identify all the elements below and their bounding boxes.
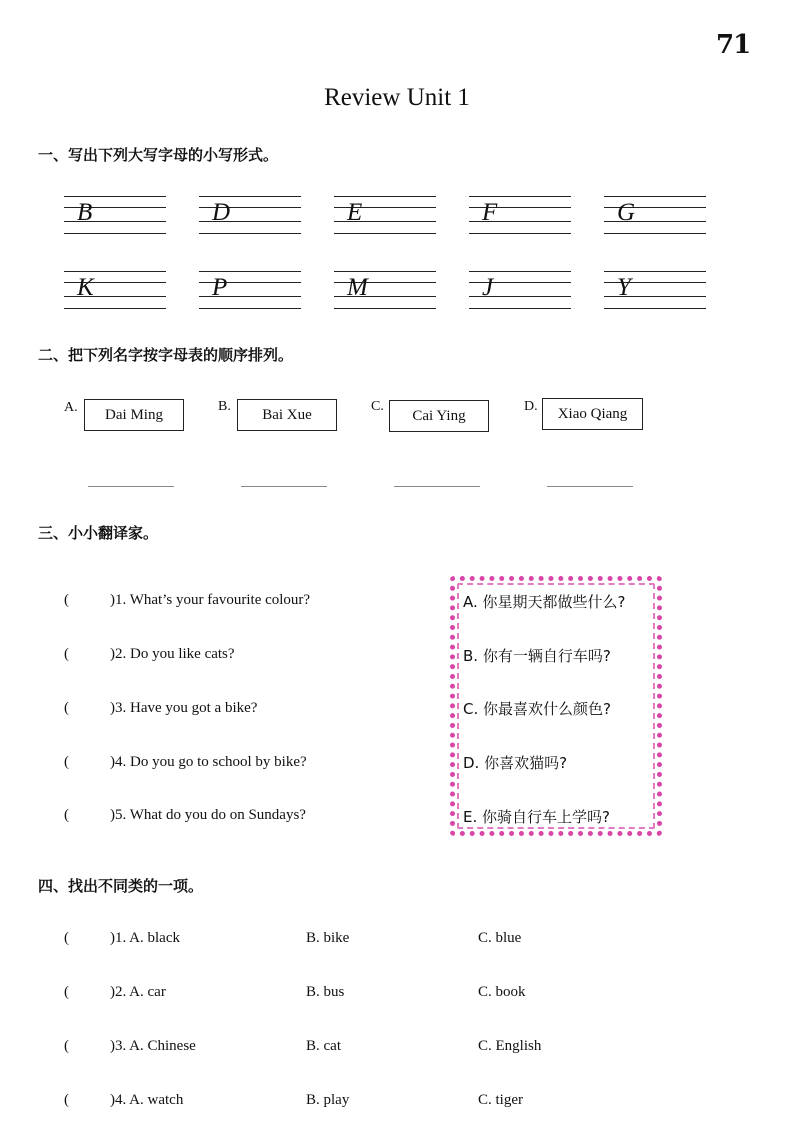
option-b: B. play <box>306 1092 350 1108</box>
question-text: )2. Do you like cats? <box>110 646 235 662</box>
translation-item: A. 你星期天都做些什么? <box>463 593 626 611</box>
letter-cell <box>604 196 706 238</box>
letter-cell <box>334 271 436 313</box>
letter-cell <box>604 271 706 313</box>
question-text: )5. What do you do on Sundays? <box>110 807 306 823</box>
name-label: C. <box>371 399 384 414</box>
question-row <box>64 592 310 609</box>
answer-paren[interactable]: ( <box>64 754 69 770</box>
answer-line[interactable] <box>547 486 633 487</box>
translation-item: D. 你喜欢猫吗? <box>463 754 568 772</box>
answer-paren[interactable]: ( <box>64 984 69 1000</box>
answer-line[interactable] <box>88 486 174 487</box>
answer-paren[interactable]: ( <box>64 646 69 662</box>
capital-letter: J <box>482 274 494 301</box>
answer-paren[interactable]: ( <box>64 1092 69 1108</box>
option-b: B. bike <box>306 930 350 946</box>
capital-letter: G <box>617 199 636 226</box>
translation-item: B. 你有一辆自行车吗? <box>463 647 611 665</box>
option-c: C. tiger <box>478 1092 523 1108</box>
question-row <box>64 700 257 717</box>
answer-paren[interactable]: ( <box>64 1038 69 1054</box>
capital-letter: Y <box>617 274 631 301</box>
option-a: )4. A. watch <box>110 1092 184 1108</box>
letter-cell <box>64 271 166 313</box>
option-c: C. English <box>478 1038 542 1054</box>
page-number: 71 <box>716 30 751 60</box>
answer-line[interactable] <box>394 486 480 487</box>
option-a: )2. A. car <box>110 984 166 1000</box>
translation-item: C. 你最喜欢什么颜色? <box>463 700 611 718</box>
letter-cell <box>469 271 571 313</box>
page-title: Review Unit 1 <box>324 84 470 111</box>
section2-heading: 二、把下列名字按字母表的顺序排列。 <box>38 346 294 364</box>
answer-paren[interactable]: ( <box>64 807 69 823</box>
name-label: D. <box>524 399 538 414</box>
section4-heading: 四、找出不同类的一项。 <box>38 877 204 895</box>
answer-paren[interactable]: ( <box>64 592 69 608</box>
letter-cell <box>199 271 301 313</box>
name-box: Bai Xue <box>237 399 337 431</box>
capital-letter: B <box>77 199 93 226</box>
letter-cell <box>334 196 436 238</box>
name-box: Dai Ming <box>84 399 184 431</box>
section3-heading: 三、小小翻译家。 <box>38 524 159 542</box>
option-b: B. bus <box>306 984 345 1000</box>
capital-letter: M <box>347 274 368 301</box>
name-box: Cai Ying <box>389 400 489 432</box>
answer-paren[interactable]: ( <box>64 930 69 946</box>
capital-letter: D <box>212 199 231 226</box>
option-b: B. cat <box>306 1038 341 1054</box>
capital-letter: F <box>482 199 498 226</box>
question-row <box>64 807 306 824</box>
option-c: C. blue <box>478 930 522 946</box>
answer-line[interactable] <box>241 486 327 487</box>
capital-letter: P <box>212 274 228 301</box>
section1-heading: 一、写出下列大写字母的小写形式。 <box>38 146 279 164</box>
answer-paren[interactable]: ( <box>64 700 69 716</box>
question-text: )1. What’s your favourite colour? <box>110 592 311 608</box>
letter-cell <box>64 196 166 238</box>
question-row <box>64 646 235 663</box>
option-a: )3. A. Chinese <box>110 1038 196 1054</box>
name-label: B. <box>218 399 231 414</box>
translation-item: E. 你骑自行车上学吗? <box>463 808 610 826</box>
capital-letter: E <box>347 199 363 226</box>
letter-cell <box>199 196 301 238</box>
name-label: A. <box>64 400 78 415</box>
question-row <box>64 754 307 771</box>
option-a: )1. A. black <box>110 930 180 946</box>
question-text: )4. Do you go to school by bike? <box>110 754 307 770</box>
question-text: )3. Have you got a bike? <box>110 700 258 716</box>
option-c: C. book <box>478 984 526 1000</box>
name-box: Xiao Qiang <box>542 398 643 430</box>
letter-cell <box>469 196 571 238</box>
capital-letter: K <box>77 274 94 301</box>
